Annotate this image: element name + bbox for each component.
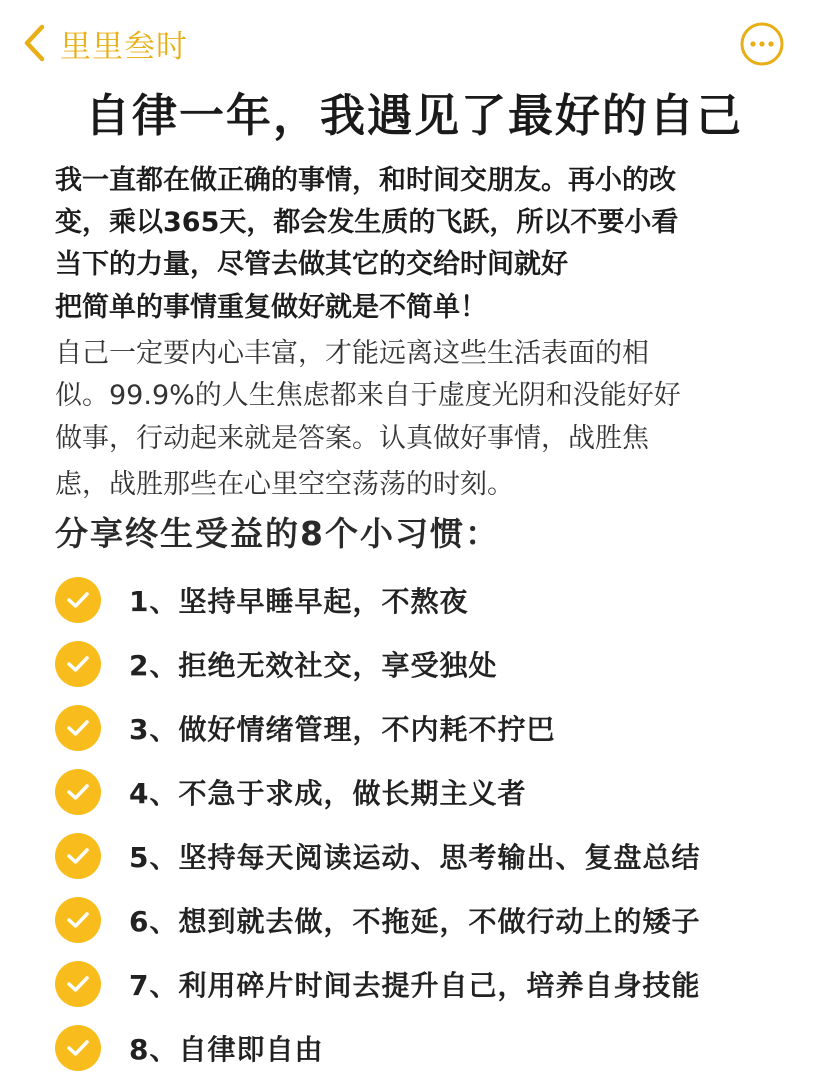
habit-item — [55, 703, 555, 753]
intro-text-line: 做事，行动起来就是答案。认真做好事情，战胜焦 — [55, 423, 649, 454]
nav-bar — [0, 0, 828, 86]
habit-text: 2、拒绝无效社交，享受独处 — [129, 649, 498, 682]
check-circle-icon — [55, 1025, 101, 1071]
habit-text: 3、做好情绪管理，不内耗不拧巴 — [129, 713, 556, 746]
page-title: 自律一年，我遇见了最好的自己 — [84, 89, 743, 142]
check-circle-icon — [55, 961, 101, 1007]
habit-item — [55, 895, 701, 945]
habit-item — [55, 767, 526, 817]
intro-bold-line: 当下的力量，尽管去做其它的交给时间就好 — [55, 249, 568, 280]
section-title: 分享终生受益的8个小习惯： — [55, 514, 500, 553]
habit-text: 4、不急于求成，做长期主义者 — [129, 777, 527, 810]
habit-item — [55, 959, 701, 1009]
intro-bold-line: 变，乘以365天，都会发生质的飞跃，所以不要小看 — [55, 207, 679, 238]
intro-bold-line: 我一直都在做正确的事情，和时间交朋友。再小的改 — [55, 165, 676, 196]
habit-text: 7、利用碎片时间去提升自己，培养自身技能 — [129, 969, 701, 1002]
habit-text: 5、坚持每天阅读运动、思考输出、复盘总结 — [129, 841, 701, 874]
habit-item — [55, 831, 701, 881]
more-button[interactable] — [740, 22, 784, 66]
more-icon — [740, 51, 784, 70]
habit-item — [55, 639, 497, 689]
check-circle-icon — [55, 577, 101, 623]
check-circle-icon — [55, 833, 101, 879]
intro-text-line: 自己一定要内心丰富，才能远离这些生活表面的相 — [55, 338, 649, 369]
check-circle-icon — [55, 897, 101, 943]
habit-text: 8、自律即自由 — [129, 1033, 324, 1066]
check-circle-icon — [55, 769, 101, 815]
back-label: 里里叁时 — [60, 28, 188, 65]
check-circle-icon — [55, 705, 101, 751]
habit-item — [55, 575, 468, 625]
habit-text: 1、坚持早睡早起，不熬夜 — [129, 585, 469, 618]
intro-bold-line: 把简单的事情重复做好就是不简单！ — [55, 292, 487, 323]
habit-item — [55, 1023, 323, 1073]
chevron-left-icon — [22, 23, 46, 63]
intro-text-line: 似。99.9%的人生焦虑都来自于虚度光阴和没能好好 — [55, 380, 681, 411]
back-button[interactable] — [22, 20, 188, 66]
check-circle-icon — [55, 641, 101, 687]
intro-text-line: 虑，战胜那些在心里空空荡荡的时刻。 — [55, 469, 514, 500]
habit-text: 6、想到就去做，不拖延，不做行动上的矮子 — [129, 905, 701, 938]
